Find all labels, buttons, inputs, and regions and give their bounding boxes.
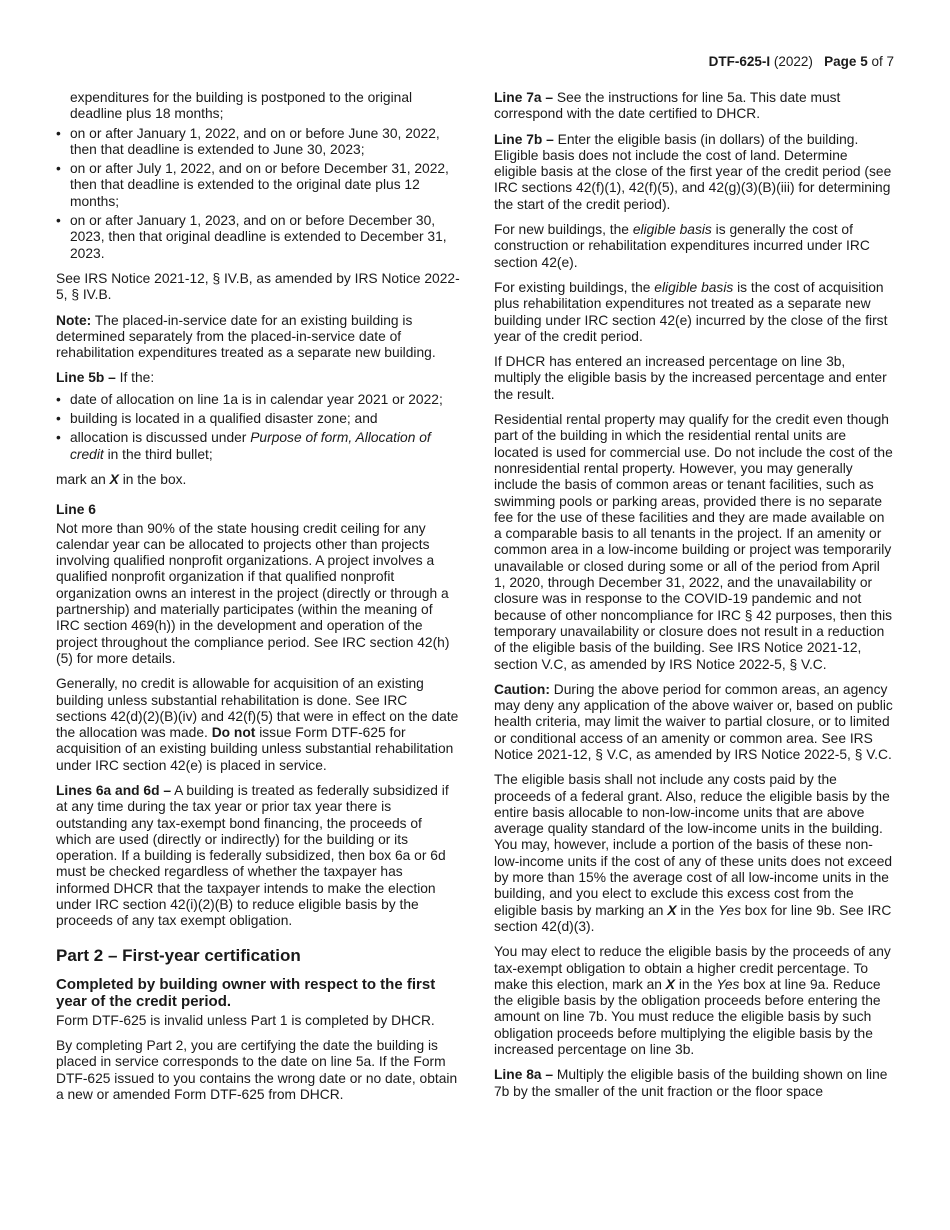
tax-exempt-election-paragraph: You may elect to reduce the eligible basis by the proceeds of any tax-exempt obligation to obtain a higher credit percentage. To make this election, mark an X in the Yes box at line 9a. Reduce the eligible basis by the obligation proceeds before entering the amount on line 7b. You must reduce the eligible basis by such obligation proceeds before multiplying the eligible basis by the increased percentage on line 3b. — [494, 944, 891, 1058]
part-2-subheading: Completed by building owner with respect to the first year of the credit period. — [56, 975, 436, 1010]
list-item: • on or after January 1, 2022, and on or before June 30, 2022, then that deadline is extended to June 30, 2023; — [56, 126, 460, 159]
note-text: The placed-in-service date for an existing building is determined separately from the placed-in-service date of rehabilitation expenditures treated as a separate new building. — [56, 312, 436, 361]
line-6-heading: Line 6 — [56, 502, 96, 518]
increased-percentage-paragraph: If DHCR has entered an increased percentage on line 3b, multiply the eligible basis by the increased percentage and enter the result. — [494, 354, 887, 402]
note-label: Note: — [56, 312, 92, 328]
page-number: Page 5 — [824, 54, 868, 69]
note-paragraph — [56, 313, 460, 362]
form-id: DTF-625-I — [708, 54, 771, 69]
mark-box-instruction: mark an X in the box. — [56, 471, 187, 487]
line-8a-paragraph: Line 8a – Multiply the eligible basis of the building shown on line 7b by the smaller of the unit fraction or the floor space — [494, 1067, 888, 1099]
caution-paragraph: Caution: During the above period for common areas, an agency may deny any application of the above waiver or, based on public health criteria, may limit the waiver to partial closure, or to limited or conditional access of an amenity or common area. See IRS Notice 2021-12, § V.C, as amended by IRS Notice 2022-5, § V.C. — [494, 681, 893, 762]
part-2-validity-paragraph: Form DTF-625 is invalid unless Part 1 is completed by DHCR. — [56, 1012, 435, 1028]
part-2-heading: Part 2 – First-year certification — [56, 945, 301, 965]
list-item: • date of allocation on line 1a is in calendar year 2021 or 2022; — [56, 392, 460, 408]
right-column — [494, 90, 894, 1109]
line-7a-paragraph: Line 7a – See the instructions for line 5a. This date must correspond with the date certified to DHCR. — [494, 90, 841, 122]
line-6-rehab-paragraph: Generally, no credit is allowable for acquisition of an existing building unless substantial rehabilitation is done. See IRC sections 42(d)(2)(B)(iv) and 42(f)(5) that were in effect on the date the allocation was made. Do not issue Form DTF-625 for acquisition of an existing building unless substantial rehabilitation under IRC section 42(e) is placed in service. — [56, 676, 459, 773]
line-5b-paragraph — [56, 370, 460, 386]
new-buildings-paragraph: For new buildings, the eligible basis is generally the cost of construction or rehabilitation expenditures incurred under IRC section 42(e). — [494, 222, 870, 270]
list-item: • allocation is discussed under Purpose of form, Allocation of credit in the third bullet; — [56, 430, 460, 463]
existing-buildings-paragraph: For existing buildings, the eligible basis is the cost of acquisition plus rehabilitation expenditures not treated as a separate new building under IRC section 42(e) incurred by the close of the first year of the credit period. — [494, 279, 888, 344]
deadline-bullet-list — [56, 126, 460, 262]
page-total: of 7 — [871, 54, 894, 69]
line-5b-bullet-list — [56, 392, 460, 463]
line-6-paragraph: Not more than 90% of the state housing credit ceiling for any calendar year can be allocated to projects other than projects involving qualified nonprofit organizations. A project involves a qualified nonprofit organization if that qualified nonprofit organization owns an interest in the project (directly or through a partnership) and materially participates (within the meaning of IRC section 469(h)) in the development and operation of the project throughout the compliance period. See IRC section 42(h)(5) for more details. — [56, 520, 450, 666]
line-5b-label: Line 5b – — [56, 370, 116, 386]
page-header — [709, 54, 894, 70]
list-item: • on or after July 1, 2022, and on or before December 31, 2022, then that deadline is extended to the original date plus 12 months; — [56, 161, 460, 210]
federal-grant-paragraph: The eligible basis shall not include any costs paid by the proceeds of a federal grant. Also, reduce the eligible basis by the entire basis allocable to non-low-income units that are above average quality standard of the low-income units in the building. You may, however, include a portion of the basis of these non-low-income units if the cost of any of these units does not exceed by more than 15% the average cost of all low-income units in the building, and you elect to exclude this excess cost from the eligible basis by marking an X in the Yes box for line 9b. See IRC section 42(d)(3). — [494, 772, 893, 934]
line-7b-paragraph: Line 7b – Enter the eligible basis (in dollars) of the building. Eligible basis does not include the cost of land. Determine eligible basis at the close of the first year of the credit period (see IRC sections 42(f)(1), 42(f)(5), and 42(g)(3)(B)(iii) for determining the start of the credit period). — [494, 131, 892, 212]
list-item: • on or after January 1, 2023, and on or before December 30, 2023, then that original deadline is extended to December 31, 2023. — [56, 213, 460, 262]
residential-rental-paragraph: Residential rental property may qualify for the credit even though part of the building in which the residential rental units are located is used for commercial use. Do not include the cost of the nonresidential rental property. However, you may generally include the basis of common areas or tenant facilities, such as swimming pools or parking areas, provided there is no separate fee for the use of these facilities and they are made available on a comparable basis to all tenants in the project. If an amenity or common area in a low-income building or project was temporarily unavailable or closed during some or all of the period from April 1, 2020, through December 31, 2022, and the unavailability or closure was in response to the COVID-19 pandemic and not because of other noncompliance for IRC § 42 purposes, then this temporary unavailability or closure does not result in a reduction of the eligible basis of the building. See IRS Notice 2021-12, section V.C, as amended by IRS Notice 2022-5, § V.C. — [494, 412, 893, 672]
part-2-certification-paragraph: By completing Part 2, you are certifying the date the building is placed in service corresponds to the date on line 5a. If the Form DTF-625 issued to you contains the wrong date or no date, obtain a new or amended Form DTF-625 from DHCR. — [56, 1037, 458, 1102]
continued-text: expenditures for the building is postponed to the original deadline plus 18 months; — [70, 90, 413, 122]
form-year: (2022) — [773, 54, 813, 69]
irs-notice-reference: See IRS Notice 2021-12, § IV.B, as amended by IRS Notice 2022-5, § IV.B. — [56, 270, 460, 303]
list-item: • building is located in a qualified disaster zone; and — [56, 411, 460, 427]
left-column — [56, 90, 460, 1112]
line-5b-text: If the: — [115, 370, 155, 386]
lines-6a-6d-paragraph: Lines 6a and 6d – A building is treated as federally subsidized if at any time during the tax year or prior tax year there is outstanding any tax-exempt bond financing, the proceeds of which are used (directly or indirectly) for the building or its operation. If a building is federally subsidized, then box 6a or 6d must be checked regardless of whether the taxpayer has informed DHCR that the taxpayer intends to make the election under IRC section 42(i)(2)(B) to reduce eligible basis by the proceeds of any tax exempt obligation. — [56, 782, 449, 929]
